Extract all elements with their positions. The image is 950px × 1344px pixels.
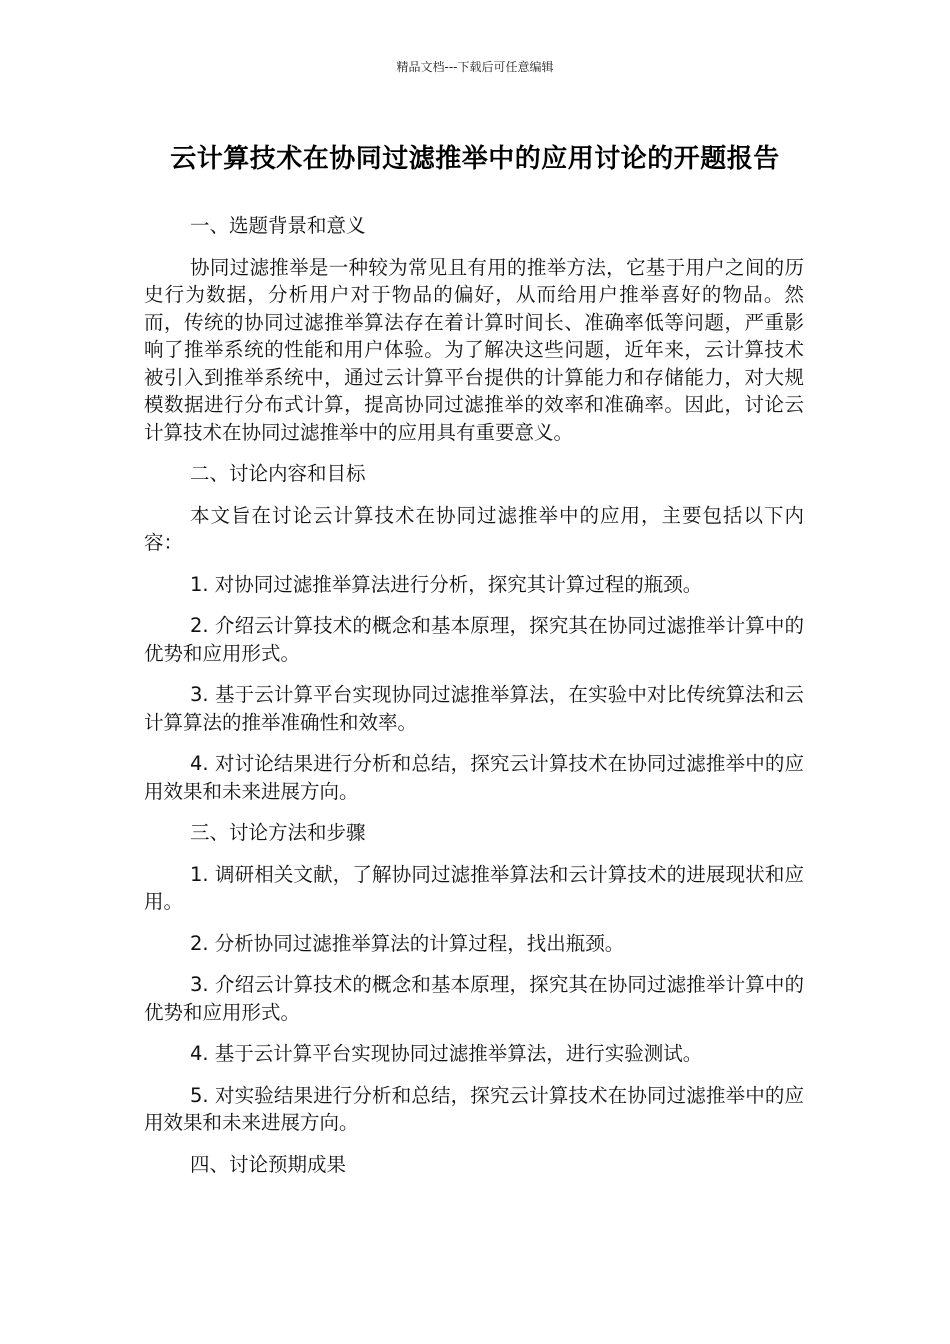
list-item-content-4: 4. 对讨论结果进行分析和总结，探究云计算技术在协同过滤推举中的应用效果和未来进展方向。 <box>144 752 804 803</box>
list-item-method-3: 3. 介绍云计算技术的概念和基本原理，探究其在协同过滤推举计算中的优势和应用形式。 <box>144 973 804 1024</box>
section-heading-outcomes: 四、讨论预期成果 <box>190 1152 347 1176</box>
header-note: 精品文档---下载后可任意编辑 <box>396 60 554 74</box>
list-item-content-3: 3. 基于云计算平台实现协同过滤推举算法，在实验中对比传统算法和云计算算法的推举准确性和效率。 <box>144 683 804 734</box>
list-item-method-5: 5. 对实验结果进行分析和总结，探究云计算技术在协同过滤推举中的应用效果和未来进展方向。 <box>144 1083 804 1134</box>
section-heading-methods: 三、讨论方法和步骤 <box>190 821 366 844</box>
list-item-method-4: 4. 基于云计算平台实现协同过滤推举算法，进行实验测试。 <box>190 1042 703 1065</box>
paragraph-content-intro: 本文旨在讨论云计算技术在协同过滤推举中的应用，主要包括以下内容： <box>144 503 804 554</box>
paragraph-background: 协同过滤推举是一种较为常见且有用的推举方法，它基于用户之间的历史行为数据，分析用户对于物品的偏好，从而给用户推举喜好的物品。然而，传统的协同过滤推举算法存在着计算时间长、准确率低等问题，严重影响了推举系统的性能和用户体验。为了解决这些问题，近年来，云计算技术被引入到推举系统中，通过云计算平台提供的计算能力和存储能力，对大规模数据进行分布式计算，提高协同过滤推举的效率和准确率。因此，讨论云计算技术在协同过滤推举中的应用具有重要意义。 <box>144 255 804 444</box>
document-title: 云计算技术在协同过滤推举中的应用讨论的开题报告 <box>170 144 780 174</box>
list-item-method-1: 1. 调研相关文献，了解协同过滤推举算法和云计算技术的进展现状和应用。 <box>144 862 804 913</box>
list-item-method-2: 2. 分析协同过滤推举算法的计算过程，找出瓶颈。 <box>190 931 625 955</box>
section-heading-content: 二、讨论内容和目标 <box>190 462 366 485</box>
list-item-content-1: 1. 对协同过滤推举算法进行分析，探究其计算过程的瓶颈。 <box>190 572 703 596</box>
section-heading-background: 一、选题背景和意义 <box>190 214 366 237</box>
document-body <box>144 212 804 1192</box>
list-item-content-2: 2. 介绍云计算技术的概念和基本原理，探究其在协同过滤推举计算中的优势和应用形式。 <box>144 614 804 665</box>
